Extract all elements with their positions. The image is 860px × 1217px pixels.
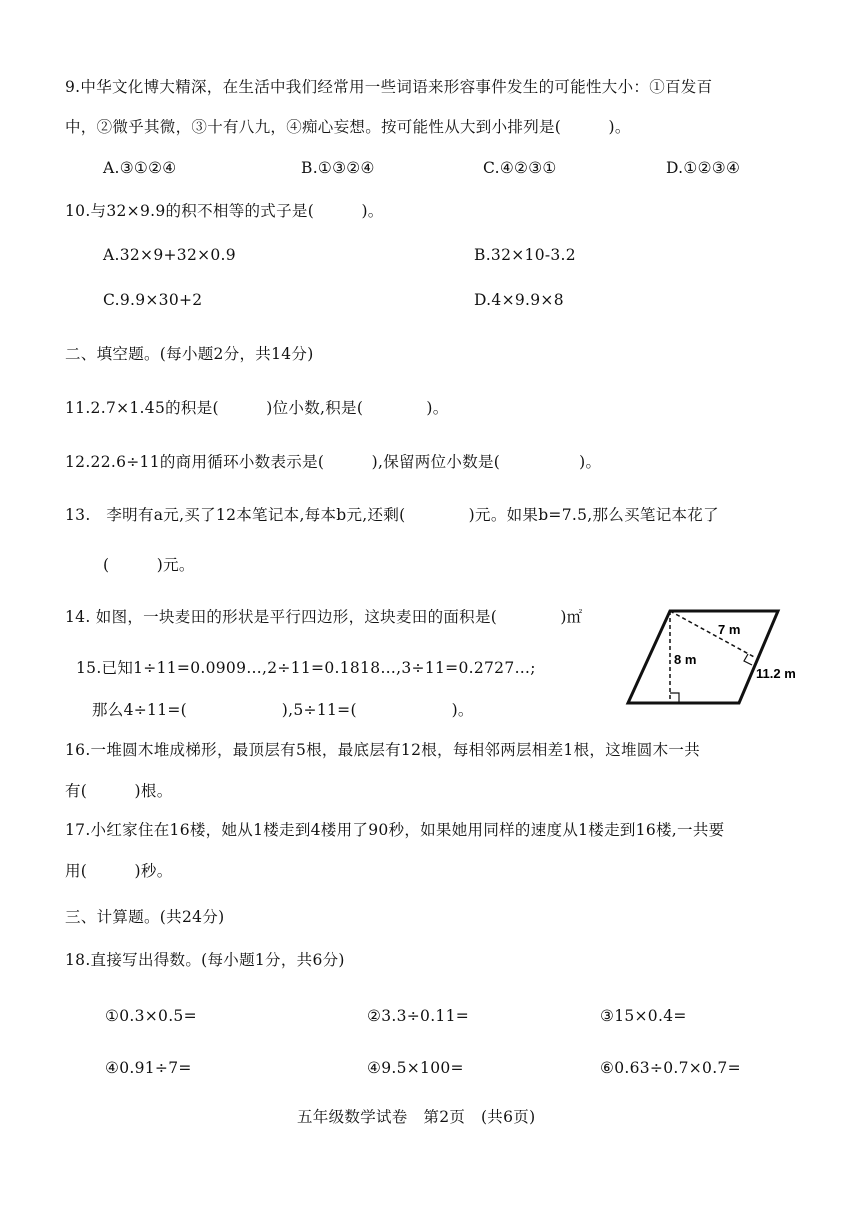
q18-stem: 18.直接写出得数。(每小题1分，共6分) bbox=[65, 951, 345, 969]
q10-option-d: D.4×9.9×8 bbox=[474, 291, 564, 309]
q9-option-c: C.④②③① bbox=[483, 159, 557, 177]
q10-option-c: C.9.9×30+2 bbox=[103, 291, 203, 309]
q13-line1: 13. 李明有a元,买了12本笔记本,每本b元,还剩( )元。如果b=7.5,那么买笔记本花了 bbox=[65, 506, 719, 524]
q9-line1: 9.中华文化博大精深，在生活中我们经常用一些词语来形容事件发生的可能性大小：①百发百 bbox=[65, 78, 713, 96]
section3-heading: 三、计算题。(共24分) bbox=[65, 908, 225, 926]
q18-item-1: ①0.3×0.5= bbox=[105, 1007, 197, 1025]
perpendicular-line bbox=[670, 611, 756, 658]
q14: 14. 如图，一块麦田的形状是平行四边形，这块麦田的面积是( )㎡ bbox=[65, 608, 583, 626]
q9-option-b: B.①③②④ bbox=[301, 159, 375, 177]
parallelogram-shape bbox=[628, 611, 778, 703]
q10-stem: 10.与32×9.9的积不相等的式子是( )。 bbox=[65, 202, 384, 220]
page-footer: 五年级数学试卷 第2页 (共6页) bbox=[297, 1108, 536, 1126]
q10-option-a: A.32×9+32×0.9 bbox=[103, 246, 236, 264]
q12: 12.22.6÷11的商用循环小数表示是( ),保留两位小数是( )。 bbox=[65, 453, 602, 471]
q9-option-d: D.①②③④ bbox=[666, 159, 741, 177]
q11: 11.2.7×1.45的积是( )位小数,积是( )。 bbox=[65, 399, 449, 417]
q15-line2: 那么4÷11=( ),5÷11=( )。 bbox=[92, 701, 474, 719]
q18-item-4: ④0.91÷7= bbox=[105, 1059, 192, 1077]
q9-line2: 中，②微乎其微，③十有八九，④痴心妄想。按可能性从大到小排列是( )。 bbox=[65, 118, 631, 136]
label-8m: 8 m bbox=[674, 652, 697, 667]
q13-line2: ( )元。 bbox=[103, 556, 195, 574]
section2-heading: 二、填空题。(每小题2分，共14分) bbox=[65, 345, 314, 363]
q9-option-a: A.③①②④ bbox=[103, 159, 177, 177]
q16-line1: 16.一堆圆木堆成梯形，最顶层有5根，最底层有12根，每相邻两层相差1根，这堆圆木一共 bbox=[65, 741, 700, 759]
q17-line1: 17.小红家住在16楼，她从1楼走到4楼用了90秒，如果她用同样的速度从1楼走到16楼,一共要 bbox=[65, 821, 725, 839]
q18-item-5: ④9.5×100= bbox=[367, 1059, 464, 1077]
q16-line2: 有( )根。 bbox=[65, 782, 173, 800]
q18-item-2: ②3.3÷0.11= bbox=[367, 1007, 470, 1025]
q15-line1: 15.已知1÷11=0.0909…,2÷11=0.1818…,3÷11=0.2727…; bbox=[76, 659, 536, 677]
q18-item-6: ⑥0.63÷0.7×0.7= bbox=[600, 1059, 741, 1077]
q10-option-b: B.32×10-3.2 bbox=[474, 246, 576, 264]
q17-line2: 用( )秒。 bbox=[65, 862, 173, 880]
label-7m: 7 m bbox=[718, 622, 741, 637]
label-11-2m: 11.2 m bbox=[756, 666, 796, 681]
q18-item-3: ③15×0.4= bbox=[600, 1007, 687, 1025]
parallelogram-figure bbox=[622, 603, 812, 709]
